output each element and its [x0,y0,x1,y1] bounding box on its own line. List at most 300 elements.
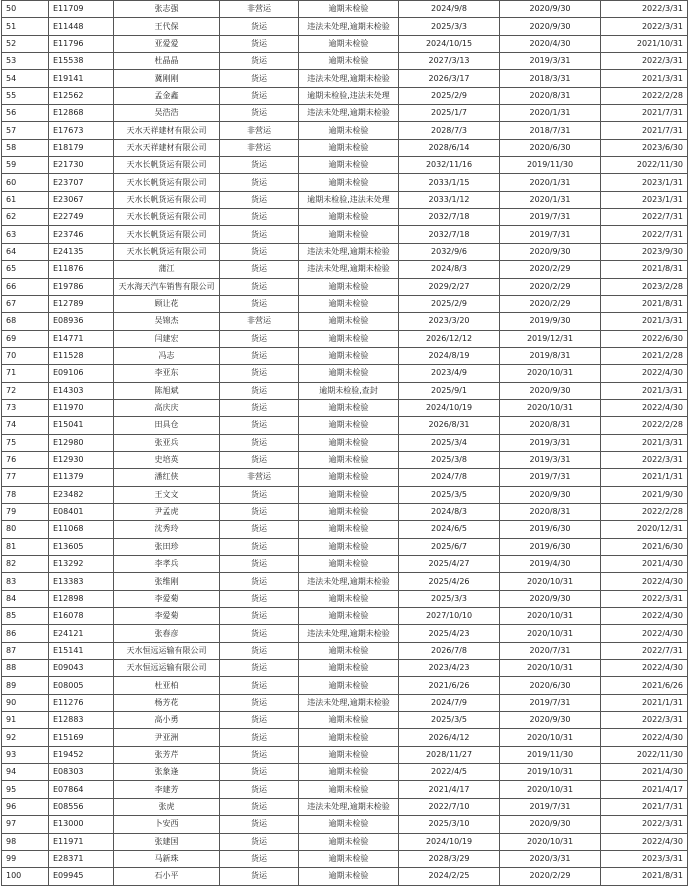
owner-name-cell: 闫建宏 [114,330,220,347]
register-date-cell: 2020/4/30 [500,35,601,52]
row-number-cell: 92 [2,729,49,746]
register-date-cell: 2020/10/31 [500,365,601,382]
table-row [2,764,688,781]
usage-type-cell: 货运 [220,174,299,191]
owner-name-cell: 张象逢 [114,764,220,781]
owner-name-cell: 蒲江 [114,261,220,278]
register-date-cell: 2020/8/31 [500,417,601,434]
expiry-date-cell: 2021/10/31 [601,35,688,52]
owner-name-cell: 沈秀玲 [114,521,220,538]
register-date-cell: 2019/7/31 [500,209,601,226]
inspection-valid-date-cell: 2033/1/12 [399,191,500,208]
usage-type-cell: 货运 [220,105,299,122]
table-row [2,278,688,295]
usage-type-cell: 非营运 [220,122,299,139]
table-row [2,486,688,503]
plate-number-cell: E19786 [49,278,114,295]
table-row [2,399,688,416]
owner-name-cell: 尹亚洲 [114,729,220,746]
row-number-cell: 98 [2,833,49,850]
plate-number-cell: E22749 [49,209,114,226]
row-number-cell: 97 [2,816,49,833]
register-date-cell: 2020/10/31 [500,833,601,850]
owner-name-cell: 亚爱爱 [114,35,220,52]
usage-type-cell: 货运 [220,642,299,659]
plate-number-cell: E08936 [49,313,114,330]
expiry-date-cell: 2023/1/31 [601,174,688,191]
table-row [2,850,688,867]
owner-name-cell: 李孝兵 [114,556,220,573]
usage-type-cell: 货运 [220,365,299,382]
inspection-valid-date-cell: 2024/8/19 [399,347,500,364]
plate-number-cell: E11796 [49,35,114,52]
inspection-valid-date-cell: 2023/4/23 [399,660,500,677]
status-cell: 逾期未检验 [299,590,399,607]
plate-number-cell: E12883 [49,712,114,729]
table-row [2,608,688,625]
plate-number-cell: E12980 [49,434,114,451]
status-cell: 逾期未检验 [299,868,399,885]
expiry-date-cell: 2021/1/31 [601,469,688,486]
row-number-cell: 90 [2,694,49,711]
row-number-cell: 53 [2,53,49,70]
register-date-cell: 2019/7/31 [500,226,601,243]
plate-number-cell: E11971 [49,833,114,850]
row-number-cell: 63 [2,226,49,243]
inspection-valid-date-cell: 2028/11/27 [399,746,500,763]
usage-type-cell: 非营运 [220,313,299,330]
usage-type-cell: 货运 [220,434,299,451]
plate-number-cell: E08556 [49,798,114,815]
owner-name-cell: 天水长帆货运有限公司 [114,243,220,260]
row-number-cell: 99 [2,850,49,867]
plate-number-cell: E23482 [49,486,114,503]
status-cell: 逾期未检验 [299,712,399,729]
usage-type-cell: 货运 [220,70,299,87]
register-date-cell: 2020/2/29 [500,868,601,885]
expiry-date-cell: 2021/3/31 [601,382,688,399]
expiry-date-cell: 2021/4/17 [601,781,688,798]
table-row [2,816,688,833]
inspection-valid-date-cell: 2027/3/13 [399,53,500,70]
table-row [2,625,688,642]
table-row [2,746,688,763]
usage-type-cell: 货运 [220,87,299,104]
register-date-cell: 2019/11/30 [500,157,601,174]
plate-number-cell: E07864 [49,781,114,798]
table-row [2,451,688,468]
status-cell: 违法未处理,逾期未检验 [299,694,399,711]
table-row [2,729,688,746]
status-cell: 逾期未检验,违法未处理 [299,191,399,208]
status-cell: 逾期未检验 [299,764,399,781]
plate-number-cell: E13292 [49,556,114,573]
usage-type-cell: 货运 [220,521,299,538]
register-date-cell: 2020/10/31 [500,608,601,625]
table-row [2,469,688,486]
register-date-cell: 2020/9/30 [500,590,601,607]
expiry-date-cell: 2022/6/30 [601,330,688,347]
usage-type-cell: 货运 [220,625,299,642]
usage-type-cell: 货运 [220,261,299,278]
usage-type-cell: 非营运 [220,1,299,18]
plate-number-cell: E18179 [49,139,114,156]
expiry-date-cell: 2022/3/31 [601,18,688,35]
usage-type-cell: 货运 [220,209,299,226]
status-cell: 逾期未检验 [299,833,399,850]
table-row [2,833,688,850]
plate-number-cell: E12868 [49,105,114,122]
table-row [2,503,688,520]
row-number-cell: 62 [2,209,49,226]
status-cell: 逾期未检验 [299,816,399,833]
expiry-date-cell: 2021/7/31 [601,105,688,122]
register-date-cell: 2018/7/31 [500,122,601,139]
usage-type-cell: 货运 [220,712,299,729]
status-cell: 逾期未检验 [299,174,399,191]
row-number-cell: 64 [2,243,49,260]
status-cell: 逾期未检验 [299,469,399,486]
inspection-valid-date-cell: 2028/3/29 [399,850,500,867]
row-number-cell: 75 [2,434,49,451]
plate-number-cell: E12898 [49,590,114,607]
owner-name-cell: 潘红侠 [114,469,220,486]
usage-type-cell: 非营运 [220,469,299,486]
expiry-date-cell: 2022/4/30 [601,625,688,642]
inspection-valid-date-cell: 2025/2/9 [399,295,500,312]
usage-type-cell: 货运 [220,798,299,815]
owner-name-cell: 顾让花 [114,295,220,312]
expiry-date-cell: 2021/3/31 [601,313,688,330]
register-date-cell: 2019/3/31 [500,451,601,468]
table-row [2,70,688,87]
table-row [2,417,688,434]
plate-number-cell: E14303 [49,382,114,399]
table-row [2,209,688,226]
inspection-valid-date-cell: 2024/2/25 [399,868,500,885]
inspection-valid-date-cell: 2025/3/5 [399,712,500,729]
owner-name-cell: 张虎 [114,798,220,815]
expiry-date-cell: 2022/4/30 [601,365,688,382]
expiry-date-cell: 2021/8/31 [601,261,688,278]
status-cell: 逾期未检验,查封 [299,382,399,399]
register-date-cell: 2020/2/29 [500,278,601,295]
register-date-cell: 2020/10/31 [500,625,601,642]
table-row [2,365,688,382]
row-number-cell: 77 [2,469,49,486]
usage-type-cell: 货运 [220,347,299,364]
owner-name-cell: 李爱菊 [114,608,220,625]
expiry-date-cell: 2021/7/31 [601,798,688,815]
plate-number-cell: E11970 [49,399,114,416]
row-number-cell: 85 [2,608,49,625]
status-cell: 逾期未检验 [299,157,399,174]
expiry-date-cell: 2020/12/31 [601,521,688,538]
owner-name-cell: 天水天祥建材有限公司 [114,122,220,139]
expiry-date-cell: 2021/8/31 [601,868,688,885]
inspection-valid-date-cell: 2025/4/27 [399,556,500,573]
status-cell: 逾期未检验 [299,209,399,226]
status-cell: 逾期未检验 [299,1,399,18]
owner-name-cell: 王代保 [114,18,220,35]
register-date-cell: 2020/6/30 [500,139,601,156]
expiry-date-cell: 2022/7/31 [601,226,688,243]
table-row [2,53,688,70]
usage-type-cell: 货运 [220,399,299,416]
usage-type-cell: 货运 [220,660,299,677]
inspection-valid-date-cell: 2026/8/31 [399,417,500,434]
register-date-cell: 2020/1/31 [500,174,601,191]
status-cell: 逾期未检验 [299,642,399,659]
plate-number-cell: E11276 [49,694,114,711]
register-date-cell: 2019/7/31 [500,694,601,711]
table-row [2,382,688,399]
expiry-date-cell: 2023/6/30 [601,139,688,156]
register-date-cell: 2020/7/31 [500,642,601,659]
plate-number-cell: E15538 [49,53,114,70]
table-row [2,590,688,607]
register-date-cell: 2019/3/31 [500,434,601,451]
plate-number-cell: E28371 [49,850,114,867]
register-date-cell: 2020/9/30 [500,1,601,18]
row-number-cell: 73 [2,399,49,416]
usage-type-cell: 货运 [220,764,299,781]
table-row [2,347,688,364]
row-number-cell: 54 [2,70,49,87]
inspection-valid-date-cell: 2025/3/3 [399,18,500,35]
status-cell: 逾期未检验 [299,434,399,451]
inspection-valid-date-cell: 2026/4/12 [399,729,500,746]
table-row [2,556,688,573]
expiry-date-cell: 2022/11/30 [601,157,688,174]
row-number-cell: 55 [2,87,49,104]
owner-name-cell: 王文文 [114,486,220,503]
register-date-cell: 2019/12/31 [500,330,601,347]
register-date-cell: 2020/10/31 [500,729,601,746]
expiry-date-cell: 2021/9/30 [601,486,688,503]
table-row [2,157,688,174]
expiry-date-cell: 2023/2/28 [601,278,688,295]
owner-name-cell: 天水长帆货运有限公司 [114,174,220,191]
register-date-cell: 2019/9/30 [500,313,601,330]
row-number-cell: 76 [2,451,49,468]
owner-name-cell: 孟金鑫 [114,87,220,104]
owner-name-cell: 天水长帆货运有限公司 [114,209,220,226]
inspection-valid-date-cell: 2027/10/10 [399,608,500,625]
plate-number-cell: E11448 [49,18,114,35]
usage-type-cell: 非营运 [220,139,299,156]
usage-type-cell: 货运 [220,330,299,347]
inspection-valid-date-cell: 2032/7/18 [399,226,500,243]
register-date-cell: 2020/8/31 [500,503,601,520]
plate-number-cell: E16078 [49,608,114,625]
status-cell: 违法未处理,逾期未检验 [299,798,399,815]
usage-type-cell: 货运 [220,816,299,833]
inspection-valid-date-cell: 2029/2/27 [399,278,500,295]
inspection-valid-date-cell: 2025/3/8 [399,451,500,468]
row-number-cell: 87 [2,642,49,659]
owner-name-cell: 张维刚 [114,573,220,590]
status-cell: 逾期未检验 [299,521,399,538]
register-date-cell: 2019/3/31 [500,53,601,70]
inspection-valid-date-cell: 2032/7/18 [399,209,500,226]
owner-name-cell: 杜晶晶 [114,53,220,70]
table-row [2,295,688,312]
register-date-cell: 2019/6/30 [500,521,601,538]
row-number-cell: 82 [2,556,49,573]
expiry-date-cell: 2022/3/31 [601,1,688,18]
usage-type-cell: 货运 [220,746,299,763]
table-row [2,139,688,156]
table-row [2,87,688,104]
plate-number-cell: E11068 [49,521,114,538]
owner-name-cell: 高小勇 [114,712,220,729]
table-row [2,35,688,52]
register-date-cell: 2018/3/31 [500,70,601,87]
plate-number-cell: E08005 [49,677,114,694]
status-cell: 违法未处理,逾期未检验 [299,18,399,35]
expiry-date-cell: 2022/7/31 [601,642,688,659]
owner-name-cell: 卜安西 [114,816,220,833]
status-cell: 逾期未检验 [299,139,399,156]
owner-name-cell: 李亚东 [114,365,220,382]
expiry-date-cell: 2022/3/31 [601,590,688,607]
row-number-cell: 93 [2,746,49,763]
owner-name-cell: 天水海天汽车销售有限公司 [114,278,220,295]
owner-name-cell: 天水长帆货运有限公司 [114,226,220,243]
status-cell: 逾期未检验 [299,295,399,312]
expiry-date-cell: 2022/4/30 [601,573,688,590]
inspection-valid-date-cell: 2021/6/26 [399,677,500,694]
row-number-cell: 86 [2,625,49,642]
inspection-valid-date-cell: 2024/8/3 [399,261,500,278]
register-date-cell: 2020/10/31 [500,573,601,590]
plate-number-cell: E15169 [49,729,114,746]
plate-number-cell: E15141 [49,642,114,659]
expiry-date-cell: 2021/6/26 [601,677,688,694]
usage-type-cell: 货运 [220,191,299,208]
expiry-date-cell: 2022/2/28 [601,87,688,104]
plate-number-cell: E11379 [49,469,114,486]
owner-name-cell: 李爱菊 [114,590,220,607]
owner-name-cell: 张春彦 [114,625,220,642]
row-number-cell: 79 [2,503,49,520]
row-number-cell: 88 [2,660,49,677]
status-cell: 逾期未检验 [299,365,399,382]
plate-number-cell: E13383 [49,573,114,590]
table-row [2,174,688,191]
row-number-cell: 52 [2,35,49,52]
inspection-valid-date-cell: 2024/9/8 [399,1,500,18]
register-date-cell: 2020/9/30 [500,816,601,833]
owner-name-cell: 天水恒远运输有限公司 [114,642,220,659]
status-cell: 违法未处理,逾期未检验 [299,105,399,122]
register-date-cell: 2020/1/31 [500,105,601,122]
plate-number-cell: E12789 [49,295,114,312]
plate-number-cell: E13605 [49,538,114,555]
plate-number-cell: E24121 [49,625,114,642]
row-number-cell: 68 [2,313,49,330]
status-cell: 违法未处理,逾期未检验 [299,573,399,590]
register-date-cell: 2019/7/31 [500,469,601,486]
inspection-valid-date-cell: 2025/2/9 [399,87,500,104]
usage-type-cell: 货运 [220,451,299,468]
expiry-date-cell: 2023/3/31 [601,850,688,867]
table-row [2,330,688,347]
plate-number-cell: E19452 [49,746,114,763]
owner-name-cell: 马新珠 [114,850,220,867]
inspection-valid-date-cell: 2025/6/7 [399,538,500,555]
inspection-valid-date-cell: 2022/7/10 [399,798,500,815]
plate-number-cell: E19141 [49,70,114,87]
table-row [2,434,688,451]
table-row [2,243,688,260]
status-cell: 逾期未检验 [299,451,399,468]
table-row [2,781,688,798]
status-cell: 违法未处理,逾期未检验 [299,261,399,278]
table-row [2,538,688,555]
row-number-cell: 72 [2,382,49,399]
inspection-valid-date-cell: 2024/6/5 [399,521,500,538]
inspection-valid-date-cell: 2026/7/8 [399,642,500,659]
status-cell: 逾期未检验 [299,53,399,70]
register-date-cell: 2020/9/30 [500,486,601,503]
usage-type-cell: 货运 [220,243,299,260]
expiry-date-cell: 2022/4/30 [601,833,688,850]
register-date-cell: 2020/10/31 [500,781,601,798]
table-row [2,122,688,139]
expiry-date-cell: 2022/4/30 [601,608,688,625]
usage-type-cell: 货运 [220,503,299,520]
inspection-valid-date-cell: 2024/10/15 [399,35,500,52]
row-number-cell: 60 [2,174,49,191]
plate-number-cell: E17673 [49,122,114,139]
inspection-valid-date-cell: 2028/6/14 [399,139,500,156]
expiry-date-cell: 2022/4/30 [601,729,688,746]
row-number-cell: 69 [2,330,49,347]
status-cell: 逾期未检验 [299,347,399,364]
owner-name-cell: 张田珍 [114,538,220,555]
register-date-cell: 2020/9/30 [500,243,601,260]
register-date-cell: 2020/2/29 [500,295,601,312]
status-cell: 逾期未检验 [299,746,399,763]
inspection-valid-date-cell: 2026/3/17 [399,70,500,87]
inspection-valid-date-cell: 2025/3/5 [399,486,500,503]
plate-number-cell: E08401 [49,503,114,520]
register-date-cell: 2020/9/30 [500,712,601,729]
inspection-valid-date-cell: 2025/1/7 [399,105,500,122]
table-row [2,712,688,729]
table-row [2,18,688,35]
inspection-valid-date-cell: 2024/7/8 [399,469,500,486]
inspection-valid-date-cell: 2028/7/3 [399,122,500,139]
expiry-date-cell: 2022/7/31 [601,209,688,226]
status-cell: 逾期未检验 [299,35,399,52]
status-cell: 逾期未检验 [299,226,399,243]
row-number-cell: 81 [2,538,49,555]
row-number-cell: 67 [2,295,49,312]
plate-number-cell: E11876 [49,261,114,278]
status-cell: 逾期未检验 [299,330,399,347]
status-cell: 逾期未检验,违法未处理 [299,87,399,104]
plate-number-cell: E09043 [49,660,114,677]
plate-number-cell: E13000 [49,816,114,833]
usage-type-cell: 货运 [220,868,299,885]
plate-number-cell: E12562 [49,87,114,104]
owner-name-cell: 天水长帆货运有限公司 [114,191,220,208]
usage-type-cell: 货运 [220,694,299,711]
owner-name-cell: 陈旭斌 [114,382,220,399]
